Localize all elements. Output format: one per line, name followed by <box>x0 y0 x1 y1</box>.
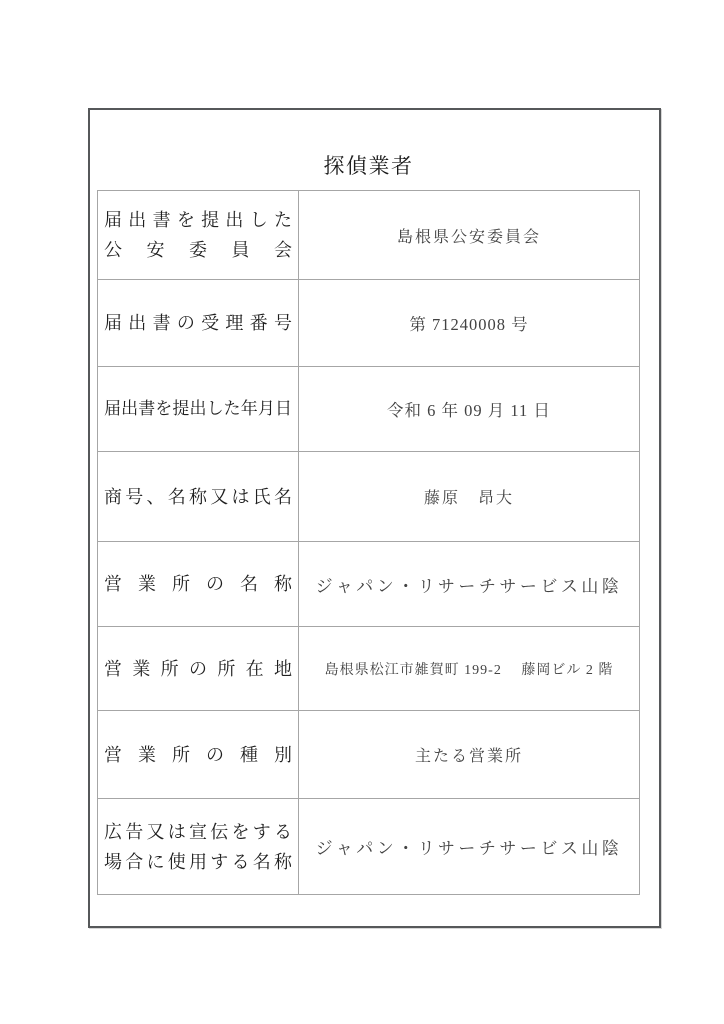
label-line: 届 出 書 の 受 理 番 号 <box>104 313 292 333</box>
label-line: 場 合 に 使 用 す る 名 称 <box>104 851 292 872</box>
row-value: 藤原 昂大 <box>299 451 639 541</box>
document-title: 探偵業者 <box>323 154 414 178</box>
row-label <box>98 541 299 626</box>
row-label <box>98 191 299 279</box>
row-label <box>98 451 299 541</box>
row-value: ジャパン・リサーチサービス山陰 <box>299 798 639 894</box>
label-line: 営 業 所 の 所 在 地 <box>104 658 292 679</box>
label-line: 営 業 所 の 名 称 <box>104 574 292 594</box>
row-value: 島根県公安委員会 <box>396 228 541 246</box>
label-line: 商 号 、 名 称 又 は 氏 名 <box>104 486 292 507</box>
row-label <box>98 710 299 798</box>
row-label <box>98 626 299 710</box>
label-line: 公 安 委 員 会 <box>104 240 292 260</box>
row-value: 令和 6 年 09 月 11 日 <box>299 366 639 451</box>
row-label <box>98 366 299 451</box>
row-label <box>98 279 299 366</box>
row-value: 主たる営業所 <box>299 710 639 798</box>
row-value: ジャパン・リサーチサービス山陰 <box>299 541 639 626</box>
label-line: 営 業 所 の 種 別 <box>104 744 292 765</box>
row-label <box>98 798 299 894</box>
row-value: 第 71240008 号 <box>299 279 639 366</box>
label-line: 広 告 又 は 宣 伝 を す る <box>104 821 292 842</box>
row-value: 島根県松江市雑賀町 199-2 藤岡ビル 2 階 <box>299 626 639 710</box>
label-line: 届 出 書 を 提 出 し た <box>104 210 292 230</box>
notification-table <box>97 190 640 895</box>
label-line: 届 出 書 を 提 出 し た 年 月 日 <box>104 399 292 418</box>
